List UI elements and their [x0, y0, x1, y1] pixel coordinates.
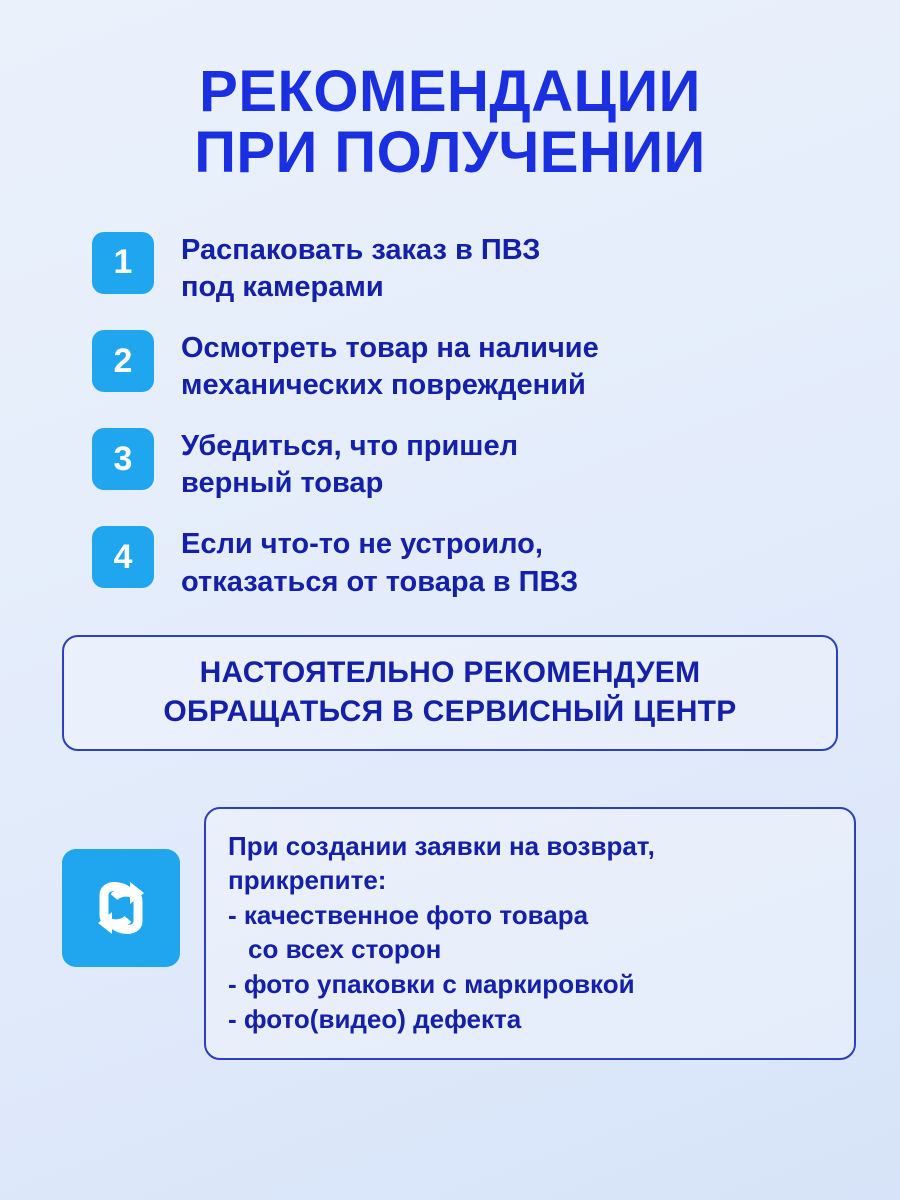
step-text: [181, 230, 540, 306]
note-line-3: - качественное фото товара: [228, 899, 589, 930]
note-line-4: со всех сторон: [248, 934, 442, 965]
step-text: [181, 328, 599, 404]
refresh-exchange-icon: [62, 849, 180, 967]
steps-list: [0, 230, 900, 601]
note-line-1: При создании заявки на возврат,: [228, 830, 655, 861]
step-text-line-1: Распаковать заказ в ПВЗ: [181, 233, 541, 266]
list-item: [92, 230, 860, 306]
banner-line-2: ОБРАЩАТЬСЯ В СЕРВИСНЫЙ ЦЕНТР: [163, 694, 737, 728]
note-line-6: - фото(видео) дефекта: [228, 1003, 522, 1034]
list-item: [92, 524, 860, 600]
list-item: [92, 328, 860, 404]
step-text-line-1: Убедиться, что пришел: [181, 430, 518, 463]
step-text-line-1: Если что-то не устроило,: [181, 528, 543, 561]
step-text-line-2: отказаться от товара в ПВЗ: [181, 565, 579, 598]
list-item: [92, 426, 860, 502]
step-text-line-2: механических повреждений: [181, 369, 586, 402]
step-number-badge: 3: [92, 428, 154, 490]
page-title: [0, 0, 900, 184]
return-note-section: [0, 807, 900, 1060]
step-number-badge: 4: [92, 526, 154, 588]
banner-line-1: НАСТОЯТЕЛЬНО РЕКОМЕНДУЕМ: [199, 655, 701, 689]
step-text-line-1: Осмотреть товар на наличие: [181, 332, 599, 364]
note-line-5: - фото упаковки с маркировкой: [228, 968, 635, 999]
note-line-2: прикрепите:: [228, 865, 387, 896]
step-text: [181, 524, 578, 600]
return-requirements-box: [204, 807, 856, 1060]
service-center-banner: [62, 635, 838, 751]
step-number-badge: 1: [92, 232, 154, 294]
page-title-line-1: РЕКОМЕНДАЦИИ: [199, 59, 701, 124]
step-text-line-2: верный товар: [181, 467, 384, 500]
step-text: [181, 426, 518, 502]
step-text-line-2: под камерами: [181, 270, 384, 303]
step-number-badge: 2: [92, 330, 154, 392]
page-title-line-2: ПРИ ПОЛУЧЕНИИ: [194, 119, 706, 185]
